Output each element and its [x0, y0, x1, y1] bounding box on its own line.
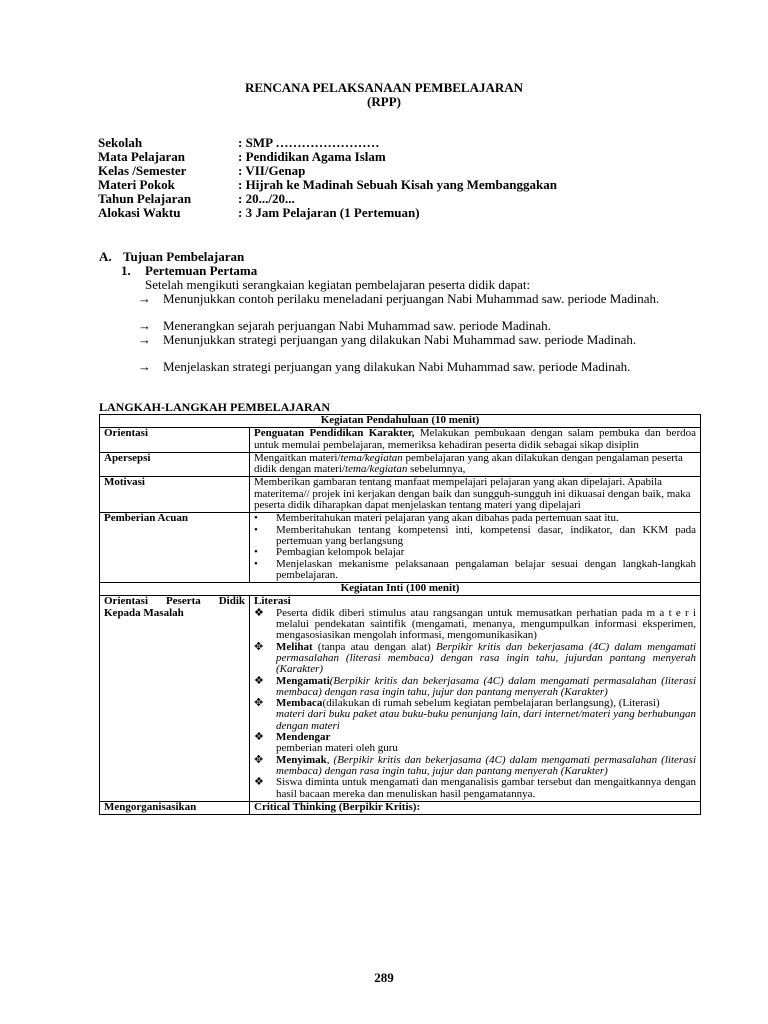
diamond-bullet-icon: ❖ [254, 731, 264, 744]
list-item-text [276, 698, 696, 732]
list-item-text: Menjelaskan mekanisme pelaksanaan pengalaman belajar sesuai dengan langkah-langkah pembelajaran. [276, 557, 696, 581]
identity-value: : 20.../20... [238, 191, 295, 206]
literasi-label: Literasi [254, 595, 291, 608]
membaca-label: Membaca [276, 697, 323, 710]
objective-text: Menunjukkan contoh perilaku meneladani perjuangan Nabi Muhammad saw. periode Madinah. [163, 291, 660, 306]
membaca-text: (dilakukan di rumah sebelum kegiatan pembelajaran berlangsung), (Literasi) [322, 697, 660, 710]
orientasi-cell [250, 428, 701, 453]
objective-text: Menerangkan sejarah perjuangan Nabi Muhammad saw. periode Madinah. [163, 318, 551, 333]
bullet-icon: • [254, 546, 258, 559]
mendengar-text: pemberian materi oleh guru [276, 742, 398, 755]
bullet-icon: • [254, 523, 258, 536]
subsection-title: Pertemuan Pertama [145, 263, 258, 278]
page-subtitle: (RPP) [367, 94, 401, 109]
objective-item [138, 333, 668, 347]
objective-item [138, 319, 668, 333]
list-item-text: Memberitahukan tentang kompetensi inti, kompetensi dasar, indikator, dan KKM pada pertemuan yang berlangsung [276, 523, 696, 547]
pendahuluan-header: Kegiatan Pendahuluan (10 menit) [100, 415, 701, 428]
acuan-cell [250, 513, 701, 583]
row-label: Orientasi [100, 428, 250, 453]
list-item [254, 732, 696, 755]
steps-heading: LANGKAH-LANGKAH PEMBELAJARAN [99, 400, 331, 414]
list-item [254, 698, 696, 732]
table-row [100, 415, 701, 428]
list-item [254, 676, 696, 699]
list-item-text: Peserta didik diberi stimulus atau rangsangan untuk memusatkan perhatian pada m a t e r i melalui pendekatan saintifik (mengamati, menanya, mengumpulkan informasi eksperimen, mengasosiasikan mengolah informasi, mengomunikasikan) [276, 606, 696, 642]
page-title: RENCANA PELAKSANAAN PEMBELAJARAN [244, 80, 524, 95]
menyimak-italic: (Berpikir kritis dan bekerjasama (4C) dalam mengamati permasalahan (literasi membaca) dengan rasa ingin tahu, jujur dan pantang menyerah (Karakter) [276, 753, 696, 777]
apersepsi-text: Mengaitkan materi/ [254, 451, 341, 464]
list-item-text [276, 676, 696, 699]
inti-header: Kegiatan Inti (100 menit) [100, 583, 701, 596]
apersepsi-text: sebelumnya, [407, 463, 466, 476]
melihat-italic: Berpikir kritis dan bekerjasama (4C) dalam mengamati permasalahan (literasi membaca) dengan rasa ingin tahu, jujurdan pantang menyerah (Karakter) [276, 640, 697, 676]
list-item [254, 525, 696, 548]
row-label: Mengorganisasikan [100, 801, 250, 814]
identity-value: : Pendidikan Agama Islam [238, 149, 386, 164]
mendengar-label: Mendengar [276, 731, 331, 744]
table-row [100, 452, 701, 477]
objective-text: Menunjukkan strategi perjuangan yang dilakukan Nabi Muhammad saw. periode Madinah. [163, 332, 637, 347]
list-item [254, 777, 696, 800]
star-bullet-icon: ✥ [254, 753, 264, 766]
row-label: Pemberian Acuan [100, 513, 250, 583]
objective-item [138, 292, 668, 306]
bullet-icon: • [254, 512, 258, 525]
bullet-icon: • [254, 557, 258, 570]
identity-label: Sekolah [98, 135, 143, 150]
list-item [254, 608, 696, 642]
apersepsi-italic: tema/kegiatan [340, 451, 403, 464]
identity-label: Alokasi Waktu [98, 205, 181, 220]
list-item [254, 559, 696, 582]
identity-label: Materi Pokok [98, 177, 175, 192]
identity-value: : Hijrah ke Madinah Sebuah Kisah yang Membanggakan [238, 177, 557, 192]
identity-value: : VII/Genap [238, 163, 306, 178]
mengorganisasikan-cell: Critical Thinking (Berpikir Kritis): [250, 801, 701, 814]
orientasi-bold: Penguatan Pendidikan Karakter, [254, 427, 415, 440]
menyimak-text: , [326, 753, 334, 766]
identity-value: : SMP …………………… [238, 135, 380, 150]
list-item-text [276, 755, 696, 778]
mengamati-label: Mengamati [276, 674, 330, 687]
page-number: 289 [374, 970, 394, 985]
arrow-right-icon: → [138, 291, 151, 306]
motivasi-cell: Memberikan gambaran tentang manfaat mempelajari pelajaran yang akan dipelajari. Apabila materitema// projek ini kerjakan dengan baik dan sungguh-sungguh ini dikuasai dengan baik, maka peserta didik diharapkan dapat menjelaskan tentang materi yang dipelajari [250, 477, 701, 513]
diamond-bullet-icon: ❖ [254, 606, 264, 619]
list-item-text: Memberitahukan materi pelajaran yang akan dibahas pada pertemuan saat itu. [276, 512, 619, 525]
row-label: Orientasi Peserta Didik Kepada Masalah [100, 596, 250, 801]
objectives-intro: Setelah mengikuti serangkaian kegiatan pembelajaran peserta didik dapat: [145, 277, 531, 292]
apersepsi-italic: tema/kegiatan [345, 463, 408, 476]
apersepsi-text: pembelajaran yang akan dilakukan dengan pengalaman peserta didik dengan materi/ [254, 451, 683, 476]
identity-label: Mata Pelajaran [98, 149, 186, 164]
table-row [100, 428, 701, 453]
section-letter: A. [99, 249, 112, 264]
table-row [100, 596, 701, 801]
star-bullet-icon: ✥ [254, 697, 264, 710]
list-item [254, 547, 696, 558]
arrow-right-icon: → [138, 318, 151, 333]
arrow-right-icon: → [138, 332, 151, 347]
star-bullet-icon: ✥ [254, 640, 264, 653]
objective-text: Menjelaskan strategi perjuangan yang dilakukan Nabi Muhammad saw. periode Madinah. [163, 359, 631, 374]
diamond-bullet-icon: ❖ [254, 674, 264, 687]
objective-item [138, 360, 668, 374]
table-row [100, 801, 701, 814]
melihat-text: (tanpa atau dengan alat) [312, 640, 437, 653]
table-row [100, 477, 701, 513]
orientasi-text: Melakukan pembukaan dengan salam pembuka dan berdoa untuk memulai pembelajaran, memeriksa kehadiran peserta didik sebagai sikap disiplin [254, 427, 696, 451]
steps-table [99, 414, 701, 815]
list-item [254, 642, 696, 676]
table-row [100, 583, 701, 596]
melihat-label: Melihat [276, 640, 313, 653]
arrow-right-icon: → [138, 359, 151, 374]
list-item [254, 513, 696, 524]
orientasi-masalah-cell [250, 596, 701, 801]
membaca-italic: materi dari buku paket atau buku-buku penunjang lain, dari internet/materi yang berhubungan dengan materi [276, 708, 696, 732]
list-item-text: Pembagian kelompok belajar [276, 546, 405, 559]
row-label: Apersepsi [100, 452, 250, 477]
menyimak-label: Menyimak [276, 753, 327, 766]
diamond-bullet-icon: ❖ [254, 776, 264, 789]
list-item-text [276, 642, 696, 676]
identity-label: Kelas /Semester [98, 163, 187, 178]
list-item [254, 755, 696, 778]
subsection-number: 1. [121, 263, 131, 278]
apersepsi-cell [250, 452, 701, 477]
section-title: Tujuan Pembelajaran [123, 249, 245, 264]
row-label: Motivasi [100, 477, 250, 513]
list-item-text: Siswa diminta untuk mengamati dan menganalisis gambar tersebut dan mengaitkannya dengan hasil bacaan mereka dan menuliskan hasil pengamatannya. [276, 776, 696, 800]
identity-value: : 3 Jam Pelajaran (1 Pertemuan) [238, 205, 420, 220]
identity-label: Tahun Pelajaran [98, 191, 192, 206]
mengamati-italic: (Berpikir kritis dan bekerjasama (4C) dalam mengamati permasalahan (literasi membaca) dengan rasa ingin tahu, jujur dan pantang menyerah (Karakter) [276, 674, 696, 698]
table-row [100, 513, 701, 583]
list-item-text [276, 732, 696, 755]
